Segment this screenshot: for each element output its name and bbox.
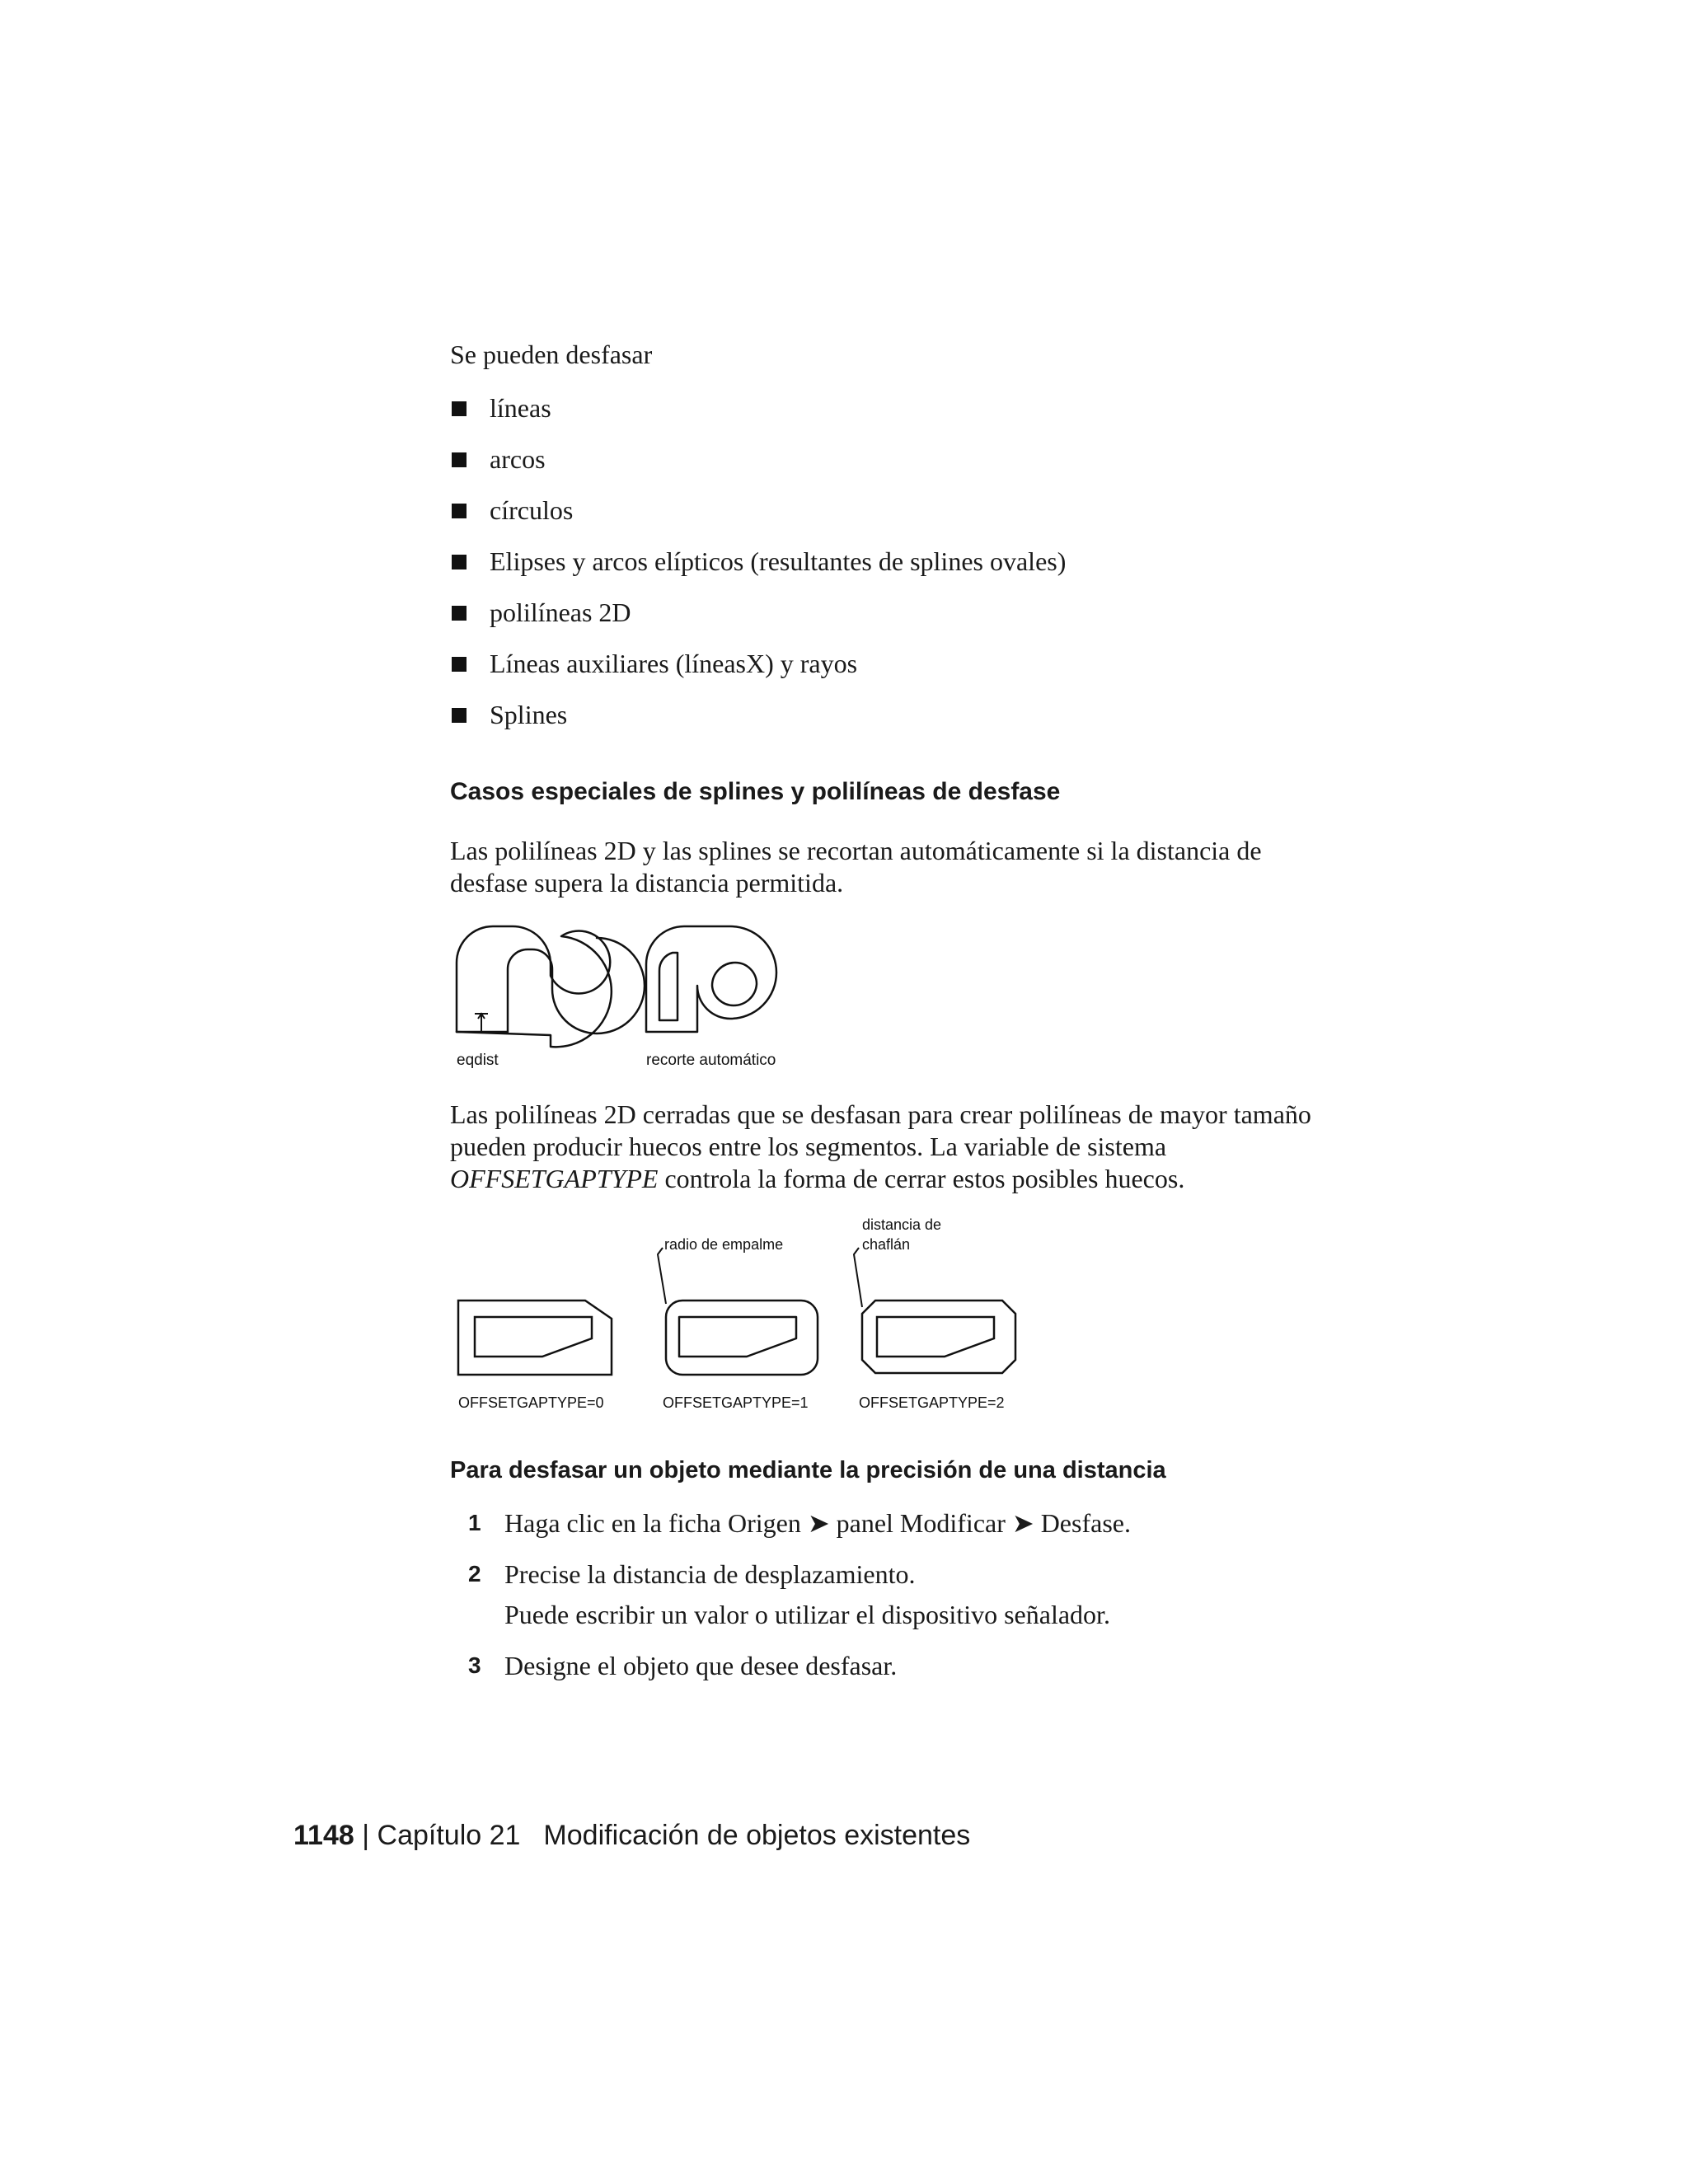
- page-number: 1148: [293, 1820, 354, 1851]
- step-item: [450, 1649, 1131, 1682]
- footer-chapter: Capítulo 21: [377, 1820, 521, 1851]
- eqdist-outer-shape-2: [457, 938, 645, 1033]
- list-item-text: polilíneas 2D: [490, 598, 631, 627]
- callout-chamfer-label-line1: distancia de: [862, 1216, 942, 1233]
- procedure-heading: Para desfasar un objeto mediante la precisión de una distancia: [450, 1457, 1166, 1483]
- trim-loop-shape: [712, 963, 757, 1005]
- list-item: [450, 494, 1066, 545]
- offsettable-objects-list: [450, 391, 1066, 749]
- section-heading: Casos especiales de splines y polilíneas de desfase: [450, 778, 1061, 805]
- list-item: [450, 596, 1066, 647]
- callout-fillet-label: radio de empalme: [664, 1236, 784, 1253]
- step-text: Designe el objeto que desee desfasar.: [504, 1651, 898, 1680]
- list-item: [450, 698, 1066, 749]
- bullet-square-icon: [452, 657, 467, 672]
- step-number: 2: [468, 1561, 481, 1586]
- step-item: [450, 1507, 1131, 1558]
- step-subtext: Puede escribir un valor o utilizar el dispositivo señalador.: [504, 1600, 1110, 1629]
- list-item: [450, 545, 1066, 596]
- figure-offsetgaptype: [450, 1212, 1027, 1418]
- step-number: 1: [468, 1510, 481, 1535]
- figure1-label-trim: recorte automático: [646, 1052, 776, 1069]
- bullet-square-icon: [452, 504, 467, 518]
- list-item-text: círculos: [490, 495, 574, 525]
- gap1-outer-shape: [666, 1301, 818, 1375]
- step-text: Precise la distancia de desplazamiento.: [504, 1559, 916, 1589]
- figure1-label-eqdist: eqdist: [457, 1052, 499, 1069]
- intro-text: Se pueden desfasar: [450, 340, 653, 369]
- eqdist-outer-shape: [457, 926, 612, 1047]
- list-item-text: Splines: [490, 700, 568, 729]
- bullet-square-icon: [452, 708, 467, 723]
- eqdist-dimension-marker: [475, 1014, 488, 1032]
- bullet-square-icon: [452, 555, 467, 569]
- footer-chapter-title: Modificación de objetos existentes: [543, 1820, 971, 1851]
- gap2-callout-line: [854, 1248, 862, 1307]
- procedure-steps: [450, 1507, 1131, 1682]
- figure-spline-trim: [450, 918, 821, 1075]
- paragraph-gaps-text-end: controla la forma de cerrar estos posibles huecos.: [658, 1164, 1185, 1193]
- trim-inner-shape: [659, 953, 678, 1020]
- figure2-label-type0: OFFSETGAPTYPE=0: [458, 1394, 604, 1411]
- figure2-label-type1: OFFSETGAPTYPE=1: [663, 1394, 809, 1411]
- list-item-text: Líneas auxiliares (líneasX) y rayos: [490, 649, 858, 678]
- footer-separator: |: [362, 1820, 370, 1851]
- list-item-text: líneas: [490, 393, 551, 423]
- callout-chamfer-label-line2: chaflán: [862, 1236, 911, 1253]
- step-item: [450, 1558, 1131, 1649]
- list-item-text: Elipses y arcos elípticos (resultantes de splines ovales): [490, 546, 1067, 576]
- list-item-text: arcos: [490, 444, 546, 474]
- page-footer: [293, 1818, 970, 1853]
- gap0-inner-shape: [475, 1317, 592, 1357]
- step-number: 3: [468, 1652, 481, 1678]
- paragraph-gaps: [450, 1099, 1348, 1195]
- gap0-outer-shape: [458, 1301, 612, 1375]
- list-item: [450, 391, 1066, 443]
- gap1-callout-line: [658, 1248, 666, 1304]
- list-item: [450, 443, 1066, 494]
- list-item: [450, 647, 1066, 698]
- sysvar-name: OFFSETGAPTYPE: [450, 1164, 659, 1193]
- bullet-square-icon: [452, 606, 467, 621]
- bullet-square-icon: [452, 452, 467, 467]
- gap2-inner-shape: [877, 1317, 994, 1357]
- figure2-label-type2: OFFSETGAPTYPE=2: [859, 1394, 1005, 1411]
- bullet-square-icon: [452, 401, 467, 416]
- paragraph-trim: Las polilíneas 2D y las splines se recortan automáticamente si la distancia de desfase supera la distancia permitida.: [450, 836, 1262, 898]
- step-text: Haga clic en la ficha Origen ➤ panel Modificar ➤ Desfase.: [504, 1508, 1131, 1538]
- paragraph-gaps-text: Las polilíneas 2D cerradas que se desfasan para crear polilíneas de mayor tamaño pueden producir huecos entre los segmentos. La variable de sistema: [450, 1099, 1311, 1161]
- gap1-inner-shape: [679, 1317, 796, 1357]
- gap2-outer-shape: [862, 1301, 1015, 1373]
